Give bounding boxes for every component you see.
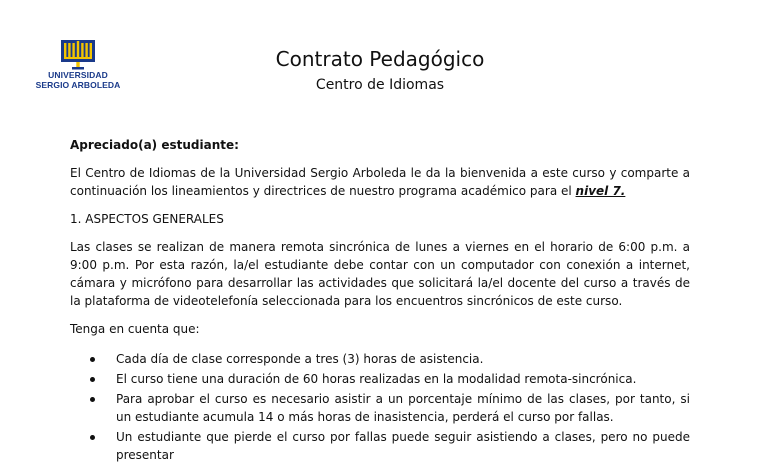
- document-body: [70, 136, 690, 466]
- level-label: nivel 7.: [575, 184, 626, 198]
- list-item: [70, 428, 690, 464]
- bullet-text: Un estudiante que pierde el curso por fallas puede seguir asistiendo a clases, pero no puede presentar: [116, 430, 690, 462]
- bullet-icon: [90, 397, 95, 402]
- bullet-list: [70, 350, 690, 464]
- logo-line-2: SERGIO ARBOLEDA: [35, 80, 121, 90]
- intro-paragraph: [70, 164, 690, 200]
- section-heading: 1. ASPECTOS GENERALES: [70, 212, 224, 226]
- list-item: [70, 370, 690, 388]
- document-title: Contrato Pedagógico: [275, 47, 485, 71]
- bullet-icon: [90, 377, 95, 382]
- list-item: [70, 350, 690, 368]
- logo-line-1: UNIVERSIDAD: [48, 70, 108, 80]
- greeting: Apreciado(a) estudiante:: [70, 138, 239, 152]
- list-item: [70, 390, 690, 426]
- general-aspects-paragraph: Las clases se realizan de manera remota sincrónica de lunes a viernes en el horario de 6:00 p.m. a 9:00 p.m. Por esta razón, la/el estudiante debe contar con un computador con conexión a internet, cámara y micrófono para desarrollar las actividades que solicitará la/el docente del curso a través de la plataforma de videotelefonía seleccionada para los encuentros sincrónicos de este curso.: [70, 240, 690, 308]
- intro-text: El Centro de Idiomas de la Universidad Sergio Arboleda le da la bienvenida a este curso y comparte a continuación los lineamientos y directrices de nuestro programa académico para el: [70, 166, 690, 198]
- bullet-icon: [90, 435, 95, 440]
- bullet-text: Cada día de clase corresponde a tres (3) horas de asistencia.: [116, 352, 484, 366]
- bullet-icon: [90, 357, 95, 362]
- document-subtitle: Centro de Idiomas: [315, 77, 445, 93]
- bullet-text: Para aprobar el curso es necesario asistir a un porcentaje mínimo de las clases, por tanto, si un estudiante acumula 14 o más horas de inasistencia, perderá el curso por fallas.: [116, 392, 690, 424]
- bullet-text: El curso tiene una duración de 60 horas realizadas en la modalidad remota-sincrónica.: [116, 372, 637, 386]
- note-heading: Tenga en cuenta que:: [70, 322, 200, 336]
